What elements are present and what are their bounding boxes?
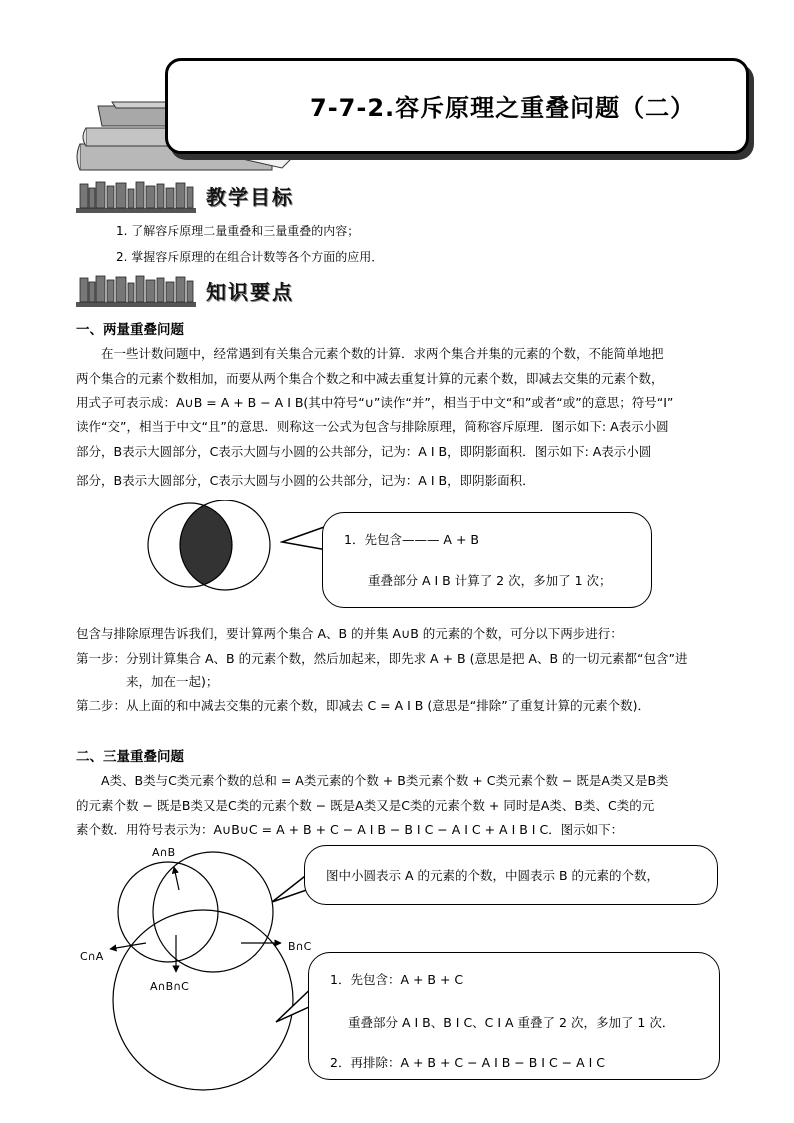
bookshelf-icon — [76, 274, 196, 308]
arrow-ca — [110, 943, 146, 949]
part1-line-5: 部分，B表示大圆部分，C表示大圆与小圆的公共部分，记为：A I B，即阴影面积．图示如下: A表示小圆 — [76, 444, 652, 459]
bubble3-line-1: 1．先包含：A + B + C — [330, 972, 464, 987]
goal-item-1: 1. 了解容斥原理二量重叠和三量重叠的内容； — [116, 224, 360, 238]
bubble2-text: 图中小圆表示 A 的元素的个数，中圆表示 B 的元素的个数， — [326, 868, 660, 883]
label-a-and-b-and-c: A∩B∩C — [150, 980, 189, 993]
part2-line-2: 的元素个数 − 既是B类又是C类的元素个数 − 既是A类又是C类的元素个数 + 同时是A类、B类、C类的元 — [76, 798, 655, 813]
part2-heading: 二、三量重叠问题 — [76, 749, 184, 765]
bookshelf-icon — [76, 180, 196, 214]
page-title: 7-7-2.容斥原理之重叠问题（二） — [310, 94, 696, 122]
part1-line-2: 两个集合的元素个数相加，而要从两个集合个数之和中减去重复计算的元素个数，即减去交集的元素个数， — [76, 371, 664, 386]
bubble1-line-2: 重叠部分 A I B 计算了 2 次，多加了 1 次； — [368, 573, 612, 588]
after-line-3: 来，加在一起)； — [76, 674, 219, 689]
after-line-4: 第二步：从上面的和中减去交集的元素个数，即减去 C = A I B (意思是“排除”了重复计算的元素个数)． — [76, 698, 651, 713]
part2-line-3: 素个数．用符号表示为：A∪B∪C = A + B + C − A I B − B I C − A I C + A I B I C．图示如下： — [76, 822, 624, 837]
after-line-2: 第一步：分别计算集合 A、B 的元素个数，然后加起来，即先求 A + B (意思是把 A、B 的一切元素都“包含”进 — [76, 651, 688, 666]
section-title-goals: 教学目标 — [206, 185, 294, 209]
label-a-and-b: A∩B — [152, 846, 176, 859]
circle-a-small — [118, 862, 218, 962]
goal-item-2: 2. 掌握容斥原理的在组合计数等各个方面的应用． — [116, 250, 384, 264]
section-title-knowledge: 知识要点 — [206, 280, 294, 304]
part1-line-6: 部分，B表示大圆部分，C表示大圆与小圆的公共部分，记为：A I B，即阴影面积． — [76, 473, 535, 488]
after-line-1: 包含与排除原理告诉我们，要计算两个集合 A、B 的并集 A∪B 的元素的个数，可分以下两步进行： — [76, 626, 623, 641]
venn-two-circles — [140, 500, 290, 592]
circle-b-medium — [153, 852, 273, 972]
callout-bubble-1 — [322, 512, 652, 608]
part1-line-4: 读作“交”，相当于中文“且”的意思．则称这一公式为包含与排除原理，简称容斥原理．图示如下: A表示小圆 — [76, 419, 669, 434]
bubble1-line-1: 1．先包含——— A + B — [344, 532, 479, 547]
label-c-and-a: C∩A — [80, 950, 104, 963]
circle-c-large — [113, 910, 293, 1090]
bubble3-line-3: 2．再排除：A + B + C − A I B − B I C − A I C — [330, 1055, 606, 1070]
part1-line-3: 用式子可表示成：A∪B = A + B − A I B(其中符号“∪”读作“并”，相当于中文“和”或者“或”的意思；符号“I” — [76, 395, 674, 410]
label-b-and-c: B∩C — [288, 940, 312, 953]
part1-line-1: 在一些计数问题中，经常遇到有关集合元素个数的计算．求两个集合并集的元素的个数，不能简单地把 — [76, 346, 664, 361]
arrow-ab — [174, 867, 179, 890]
part1-heading: 一、两量重叠问题 — [76, 322, 184, 338]
part2-line-1: A类、B类与C类元素个数的总和 = A类元素的个数 + B类元素个数 + C类元素个数 − 既是A类又是B类 — [76, 773, 669, 788]
bubble3-line-2: 重叠部分 A I B、B I C、C I A 重叠了 2 次，多加了 1 次． — [348, 1015, 675, 1030]
